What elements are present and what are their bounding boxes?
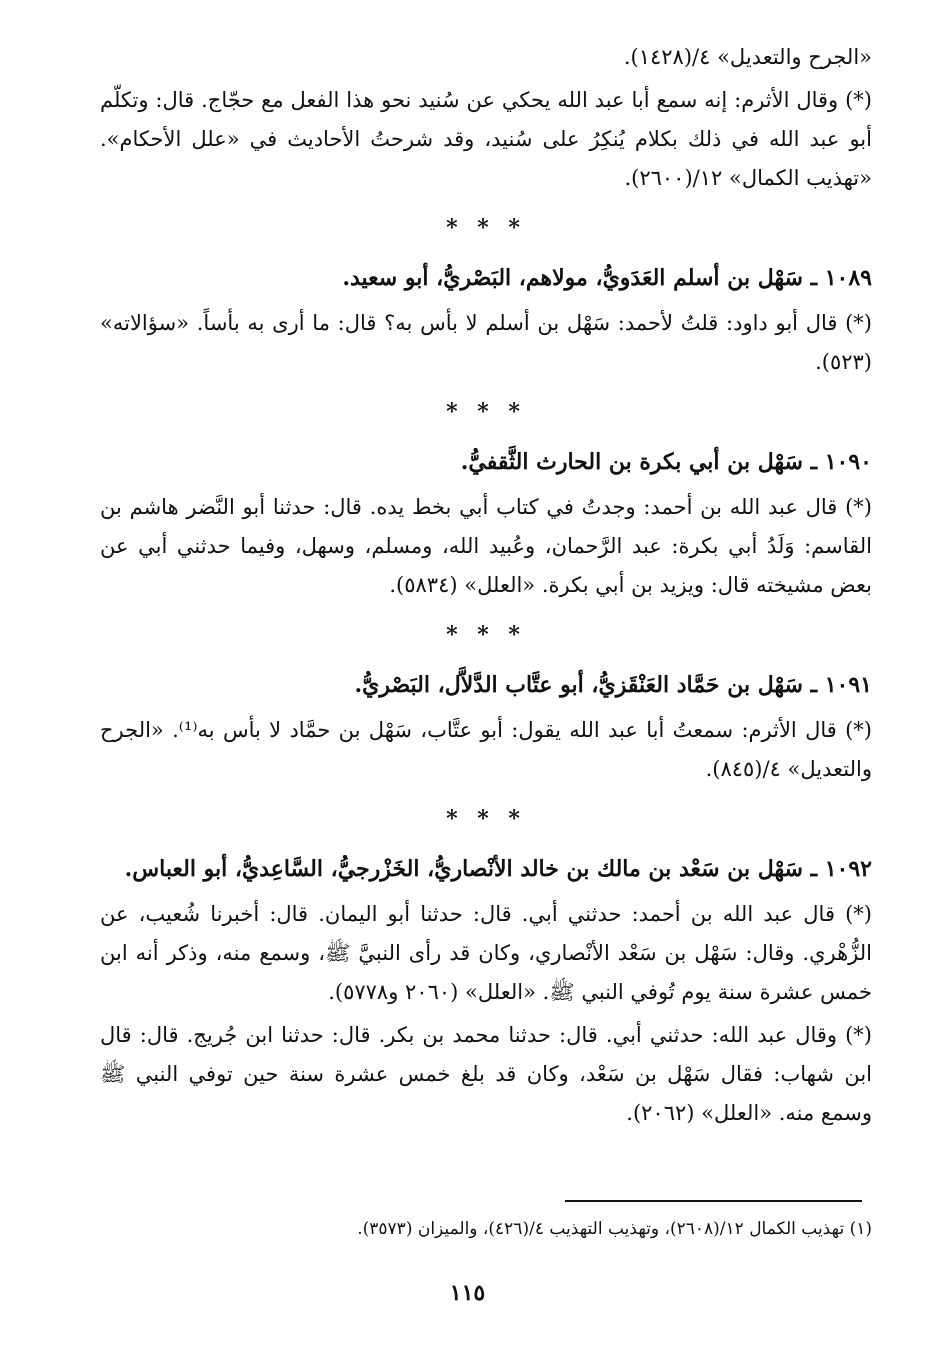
entry-title: ١٠٩٢ ـ سَهْل بن سَعْد بن مالك بن خالد الأنْصاريُّ، الخَزْرجيُّ، السَّاعِديُّ، أبو العباس. (124, 856, 872, 882)
footnote-divider (565, 1200, 862, 1202)
entry-title: ١٠٩٠ ـ سَهْل بن أبي بكرة بن الحارث الثَّقفيُّ. (460, 449, 872, 475)
entry-title: ١٠٨٩ ـ سَهْل بن أسلم العَدَويُّ، مولاهم، البَصْريُّ، أبو سعيد. (342, 265, 872, 291)
paragraph: (*) قال الأثرم: سمعتُ أبا عبد الله يقول: أبو عتَّاب، سَهْل بن حمَّاد لا بأس به⁽¹⁾. «الجرح والتعديل» ٤/(٨٤٥). (100, 718, 872, 781)
separator: * * * (446, 806, 526, 832)
footnote: (١) تهذيب الكمال ١٢/(٢٦٠٨)، وتهذيب التهذيب ٤/(٤٢٦)، والميزان (٣٥٧٣). (357, 1219, 872, 1239)
paragraph: (*) قال عبد الله بن أحمد: وجدتُ في كتاب أبي بخط يده. قال: حدثنا أبو النَّضر هاشم بن القاسم: وَلَدُ أبي بكرة: عبد الرَّحمان، وعُبيد الله، ومسلم، وسهل، وفيما حدثني أبي عن بعض مشيخته قال: ويزيد بن أبي بكرة. «العلل» (٥٨٣٤). (100, 495, 872, 597)
page-number: ١١٥ (449, 1280, 486, 1306)
separator: * * * (446, 622, 526, 648)
page-body (100, 38, 872, 1137)
entry-title: ١٠٩١ ـ سَهْل بن حَمَّاد العَنْقَزيُّ، أبو عتَّاب الدَّلاَّل، البَصْريُّ. (354, 672, 872, 698)
paragraph: (*) قال عبد الله بن أحمد: حدثني أبي. قال: حدثنا أبو اليمان. قال: أخبرنا شُعيب، عن الزُّهْري. وقال: سَهْل بن سَعْد الأنْصاري، وكان قد رأى النبيَّ ﷺ، وسمع منه، وذكر أنه ابن خمس عشرة سنة يوم تُوفي النبي ﷺ. «العلل» (٢٠٦٠ و٥٧٧٨). (100, 902, 872, 1004)
paragraph: (*) قال أبو داود: قلتُ لأحمد: سَهْل بن أسلم لا بأس به؟ قال: ما أرى به بأساً. «سؤالاته» (٥٢٣). (100, 311, 872, 374)
paragraph: (*) وقال عبد الله: حدثني أبي. قال: حدثنا محمد بن بكر. قال: حدثنا ابن جُريج. قال: قال ابن شهاب: فقال سَهْل بن سَعْد، وكان قد بلغ خمس عشرة سنة حين توفي النبي ﷺ وسمع منه. «العلل» (٢٠٦٢). (100, 1023, 872, 1125)
paragraph: (*) وقال الأثرم: إنه سمع أبا عبد الله يحكي عن سُنيد نحو هذا الفعل مع حجّاج. قال: وتكلّم أبو عبد الله في ذلك بكلام يُنكِرُ على سُنيد، وقد شرحتُ الأحاديث في «علل الأحكام». «تهذيب الكمال» ١٢/(٢٦٠٠). (100, 88, 872, 190)
separator: * * * (446, 399, 526, 425)
separator: * * * (446, 215, 526, 241)
continuation-line: «الجرح والتعديل» ٤/(١٤٢٨). (623, 45, 872, 69)
